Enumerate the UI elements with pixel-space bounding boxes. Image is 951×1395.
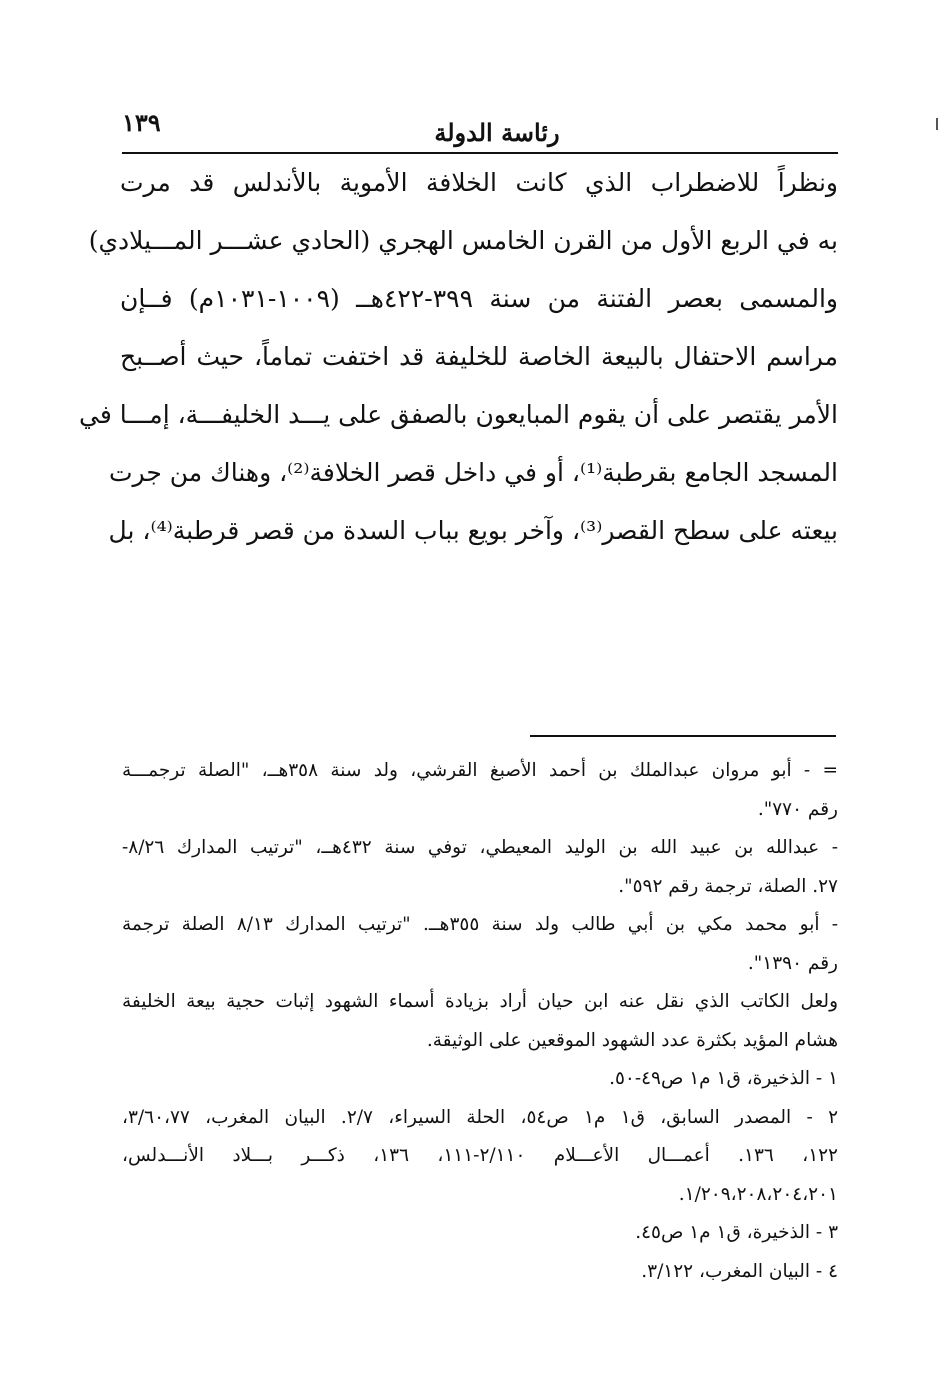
body-line: والمسمى بعصر الفتنة من سنة ٣٩٩-٤٢٢هــ (١٠٠٩-١٠٣١م) فــإن xyxy=(120,284,838,313)
page-number: ١٣٩ xyxy=(122,108,161,137)
footnote-line: ١/٢٠٩،٢٠٨،٢٠٤،٢٠١. xyxy=(678,1183,838,1205)
footnote-line: ولعل الكاتب الذي نقل عنه ابن حيان أراد بزيادة أسماء الشهود إثبات حجية بيعة الخليفة xyxy=(122,991,838,1012)
footnote-line: هشام المؤيد بكثرة عدد الشهود الموقعين على الوثيقة. xyxy=(426,1029,838,1051)
footnote-line: ١٢٢، ١٣٦. أعمـــال الأعـــلام ٢/١١٠-١١١، ١٣٦، ذكـــر بـــلاد الأنـــدلس، xyxy=(122,1145,838,1166)
body-line: به في الربع الأول من القرن الخامس الهجري (الحادي عشـــر المـــيلادي) xyxy=(88,226,838,255)
footnote-line: رقم ٧٧٠". xyxy=(757,798,838,820)
body-line: المسجد الجامع بقرطبة⁽¹⁾، أو في داخل قصر الخلافة⁽²⁾، وهناك من جرت xyxy=(109,458,838,487)
body-line: الأمر يقتصر على أن يقوم المبايعون بالصفق على يـــد الخليفـــة، إمـــا في xyxy=(78,400,838,429)
footnote-line: رقم ١٣٩٠". xyxy=(747,952,838,974)
footnote-separator xyxy=(530,735,836,737)
footnote-line: ١ - الذخيرة، ق١ م١ ص٤٩-٥٠. xyxy=(609,1068,838,1089)
margin-mark xyxy=(936,118,938,130)
body-text xyxy=(78,154,838,560)
body-line: مراسم الاحتفال بالبيعة الخاصة للخليفة قد اختفت تماماً، حيث أصــبح xyxy=(120,342,838,371)
page-header xyxy=(122,108,838,154)
running-title: رئاسة الدولة xyxy=(434,118,560,147)
footnote-line: ٢٧. الصلة، ترجمة رقم ٥٩٢". xyxy=(618,875,838,897)
footnotes xyxy=(122,752,838,1291)
footnote-line: ٣ - الذخيرة، ق١ م١ ص٤٥. xyxy=(635,1222,838,1243)
footnote-line: ٢ - المصدر السابق، ق١ م١ ص٥٤، الحلة السيراء، ٢/٧. البيان المغرب، ٣/٦٠،٧٧، xyxy=(122,1106,838,1128)
body-line: بيعته على سطح القصر⁽³⁾، وآخر بويع بباب السدة من قصر قرطبة⁽⁴⁾، بل xyxy=(108,516,838,545)
footnote-line: ٤ - البيان المغرب، ٣/١٢٢. xyxy=(641,1260,838,1282)
footnote-line: - أبو محمد مكي بن أبي طالب ولد سنة ٣٥٥هــ. "ترتيب المدارك ٨/١٣ الصلة ترجمة xyxy=(122,914,839,935)
footnote-line: = - أبو مروان عبدالملك بن أحمد الأصبغ القرشي، ولد سنة ٣٥٨هــ، "الصلة ترجمـــة xyxy=(122,760,839,781)
footnote-line: - عبدالله بن عبيد الله بن الوليد المعيطي، توفي سنة ٤٣٢هــ، "ترتيب المدارك ٨/٢٦- xyxy=(122,837,839,858)
body-line: ونظراً للاضطراب الذي كانت الخلافة الأموية بالأندلس قد مرت xyxy=(120,168,838,197)
